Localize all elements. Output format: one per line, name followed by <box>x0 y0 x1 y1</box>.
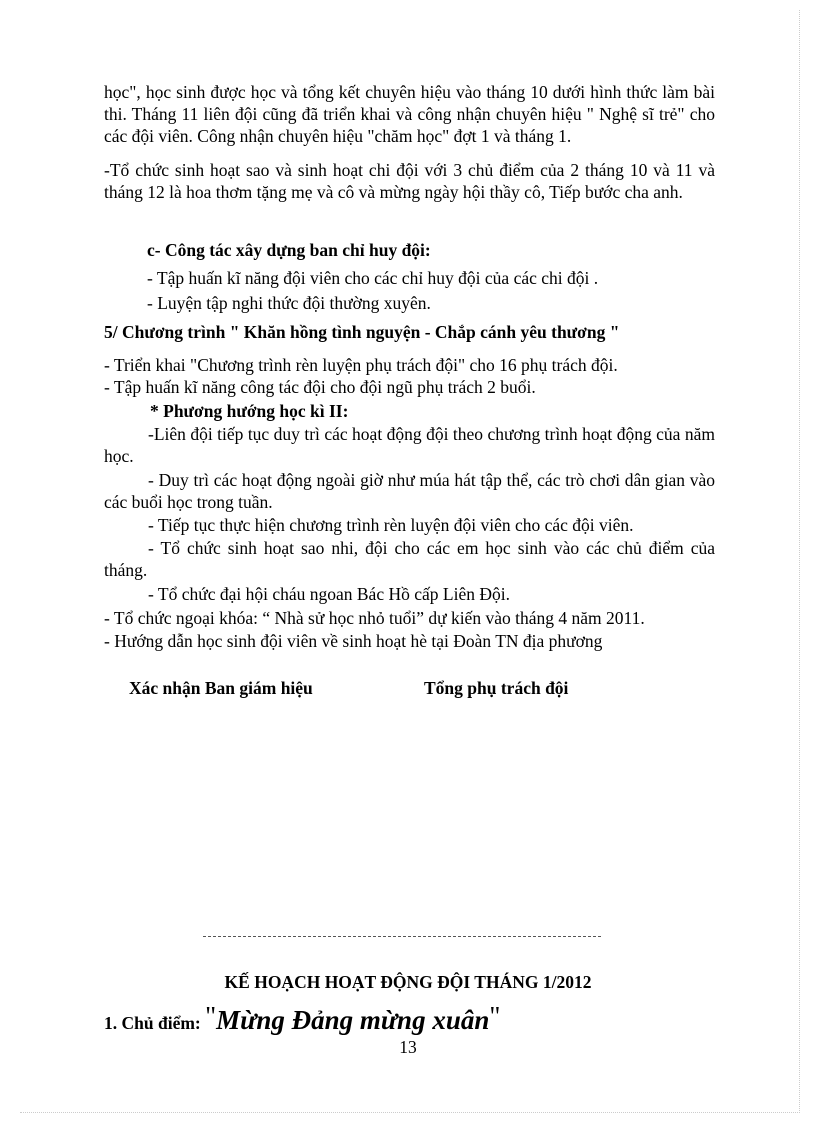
signature-right: Tổng phụ trách đội <box>424 678 569 698</box>
close-quote: " <box>489 1001 501 1031</box>
open-quote: " <box>205 1001 217 1031</box>
separator-line <box>203 936 601 937</box>
theme-text: Mừng Đảng mừng xuân <box>216 1005 490 1035</box>
page-number: 13 <box>399 1037 417 1057</box>
page-border-bottom <box>20 1111 800 1113</box>
direction-item-6: - Tổ chức ngoại khóa: “ Nhà sử học nhỏ tuổi” dự kiến vào tháng 4 năm 2011. <box>104 608 645 628</box>
theme-label: 1. Chủ điểm: <box>104 1013 206 1033</box>
section-5-heading: 5/ Chương trình " Khăn hồng tình nguyện - Chắp cánh yêu thương " <box>104 322 620 342</box>
section-c-item-2: - Luyện tập nghi thức đội thường xuyên. <box>147 293 431 313</box>
section-c-heading: c- Công tác xây dựng ban chỉ huy đội: <box>147 240 431 260</box>
direction-heading: * Phương hướng học kì II: <box>150 401 349 421</box>
direction-item-4: - Tổ chức sinh hoạt sao nhi, đội cho các em học sinh vào các chủ điểm của tháng. <box>104 538 715 580</box>
direction-item-7: - Hướng dẫn học sinh đội viên về sinh hoạt hè tại Đoàn TN địa phương <box>104 631 603 651</box>
signature-left: Xác nhận Ban giám hiệu <box>129 678 313 698</box>
direction-item-1: -Liên đội tiếp tục duy trì các hoạt động đội theo chương trình hoạt động của năm học. <box>104 424 715 466</box>
section-5-item-1: - Triển khai "Chương trình rèn luyện phụ trách đội" cho 16 phụ trách đội. <box>104 355 618 375</box>
theme-row <box>104 1001 500 1036</box>
section-5-item-2: - Tập huấn kĩ năng công tác đội cho đội ngũ phụ trách 2 buổi. <box>104 377 536 397</box>
direction-item-2: - Duy trì các hoạt động ngoài giờ như múa hát tập thể, các trò chơi dân gian vào các buổi học trong tuần. <box>104 470 715 512</box>
paragraph-1: học", học sinh được học và tổng kết chuyên hiệu vào tháng 10 dưới hình thức làm bài thi. Tháng 11 liên đội cũng đã triển khai và công nhận chuyên hiệu " Nghệ sĩ trẻ" cho các đội viên. Công nhận chuyên hiệu "chăm học" đợt 1 và tháng 1. <box>104 82 715 146</box>
direction-item-5: - Tổ chức đại hội cháu ngoan Bác Hồ cấp Liên Đội. <box>148 584 510 604</box>
direction-item-3: - Tiếp tục thực hiện chương trình rèn luyện đội viên cho các đội viên. <box>148 515 634 535</box>
page-border-right <box>798 10 800 1113</box>
plan-title: KẾ HOẠCH HOẠT ĐỘNG ĐỘI THÁNG 1/2012 <box>224 972 592 992</box>
paragraph-2: -Tổ chức sinh hoạt sao và sinh hoạt chi đội với 3 chủ điểm của 2 tháng 10 và 11 và tháng 12 là hoa thơm tặng mẹ và cô và mừng ngày hội thầy cô, Tiếp bước cha anh. <box>104 160 715 202</box>
section-c-item-1: - Tập huấn kĩ năng đội viên cho các chỉ huy đội của các chi đội . <box>147 268 599 288</box>
